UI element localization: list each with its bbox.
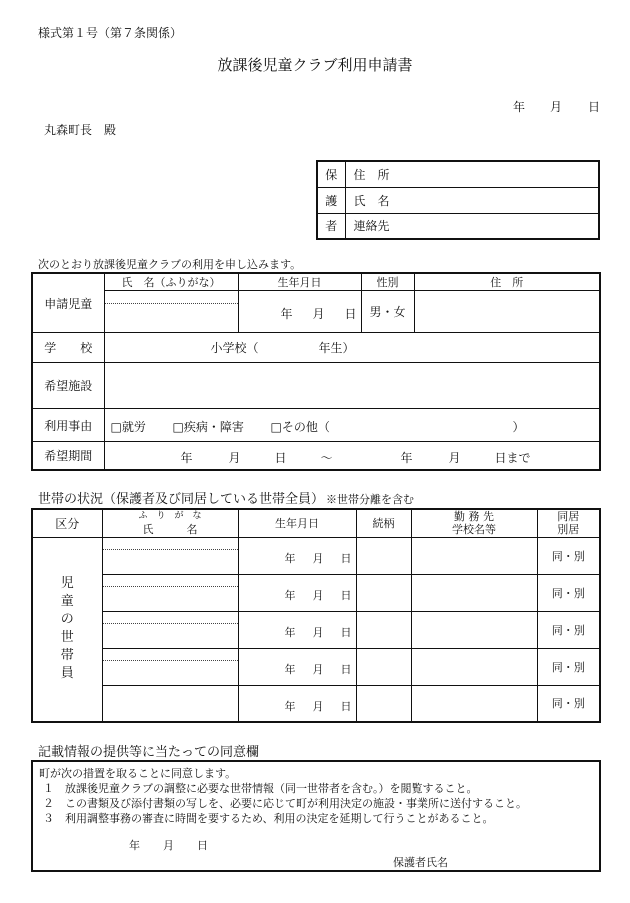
applicant-address-field[interactable]	[414, 291, 600, 333]
member-workplace-field[interactable]	[411, 537, 537, 574]
period-from-month: 月	[228, 451, 241, 465]
consent-item: ３ 利用調整事務の審査に時間を要するため、利用の決定を延期して行うことがあること。	[43, 812, 494, 825]
household-category-label	[32, 537, 102, 722]
consent-item: ２ この書類及び添付書類の写しを、必要に応じて町が利用決定の施設・事業所に送付すること。	[43, 797, 527, 810]
guardian-side-label: 護	[317, 187, 345, 213]
member-relation-field[interactable]	[356, 574, 411, 611]
page-title: 放課後児童クラブ利用申請書	[217, 56, 413, 74]
member-birth-year: 年	[284, 662, 296, 676]
school-label: 学 校	[32, 333, 104, 363]
date-month: 月	[550, 100, 563, 114]
header-relation: 続柄	[356, 509, 411, 537]
member-birth-month: 月	[312, 699, 324, 713]
member-cohab-selector[interactable]: 同・別	[537, 685, 600, 722]
reason-illness-checkbox[interactable]: □疾病・障害	[172, 420, 244, 434]
consent-heading: 記載情報の提供等に当たっての同意欄	[38, 745, 260, 760]
category-char: 員	[60, 666, 74, 682]
household-table	[31, 508, 601, 723]
consent-date-month: 月	[163, 839, 174, 852]
member-birth-month: 月	[312, 588, 324, 602]
member-cohab-selector[interactable]: 同・別	[537, 611, 600, 648]
member-birth-day: 日	[340, 662, 352, 676]
member-name-field[interactable]	[102, 611, 238, 648]
header-name: 氏 名（ふりがな）	[104, 273, 238, 291]
member-birth-field[interactable]	[238, 685, 356, 722]
member-cohab-selector[interactable]: 同・別	[537, 648, 600, 685]
member-birth-year: 年	[284, 588, 296, 602]
member-cohab-selector[interactable]: 同・別	[537, 574, 600, 611]
reason-label: 利用事由	[32, 409, 104, 442]
header-category: 区分	[32, 509, 102, 537]
member-birth-year: 年	[284, 625, 296, 639]
header-birth: 生年月日	[238, 273, 361, 291]
period-to-year: 年	[400, 451, 413, 465]
member-birth-field[interactable]	[238, 537, 356, 574]
member-birth-year: 年	[284, 551, 296, 565]
member-relation-field[interactable]	[356, 685, 411, 722]
header-address: 住 所	[414, 273, 600, 291]
category-char: 童	[60, 594, 74, 610]
header-cohabitation	[537, 509, 600, 537]
header-work-2: 学校名等	[452, 523, 496, 537]
member-birth-field[interactable]	[238, 648, 356, 685]
member-workplace-field[interactable]	[411, 574, 537, 611]
member-workplace-field[interactable]	[411, 685, 537, 722]
category-char: 帯	[60, 648, 74, 664]
member-birth-year: 年	[284, 699, 296, 713]
header-work-1: 勤 務 先	[454, 510, 494, 524]
period-field[interactable]	[104, 442, 600, 470]
member-birth-field[interactable]	[238, 611, 356, 648]
member-birth-day: 日	[340, 551, 352, 565]
guardian-name-field[interactable]: 氏 名	[345, 187, 599, 213]
facility-label: 希望施設	[32, 363, 104, 409]
birth-day: 日	[344, 307, 357, 321]
header-cohab-2: 別居	[557, 523, 580, 537]
member-birth-month: 月	[312, 662, 324, 676]
member-birth-day: 日	[340, 699, 352, 713]
member-name-field[interactable]	[102, 648, 238, 685]
member-relation-field[interactable]	[356, 537, 411, 574]
category-char: 児	[60, 576, 74, 592]
reason-work-checkbox[interactable]: □就労	[110, 420, 146, 434]
applicant-birth-field[interactable]	[238, 291, 361, 333]
category-char: 世	[60, 630, 74, 646]
member-name-field[interactable]	[102, 537, 238, 574]
member-birth-day: 日	[340, 588, 352, 602]
member-birth-day: 日	[340, 625, 352, 639]
member-workplace-field[interactable]	[411, 648, 537, 685]
period-to-day: 日まで	[494, 451, 531, 465]
signature-label: 保護者氏名	[393, 856, 448, 869]
reason-other-checkbox[interactable]: □その他（	[270, 420, 330, 434]
period-from-year: 年	[180, 451, 193, 465]
header-workplace	[411, 509, 537, 537]
addressee: 丸森町長 殿	[44, 123, 117, 137]
household-heading	[38, 488, 414, 507]
facility-field[interactable]	[104, 363, 600, 409]
birth-month: 月	[312, 307, 325, 321]
consent-date-year: 年	[129, 839, 140, 852]
date-year: 年	[513, 100, 526, 114]
period-to-month: 月	[448, 451, 461, 465]
period-from-day: 日	[274, 451, 287, 465]
consent-box	[31, 760, 601, 872]
member-workplace-field[interactable]	[411, 611, 537, 648]
applicant-label: 申請児童	[32, 273, 104, 333]
period-tilde: 〜	[320, 451, 333, 465]
application-table	[31, 272, 601, 471]
reason-field	[104, 409, 600, 442]
signature-line[interactable]	[393, 854, 593, 871]
applicant-name-field[interactable]	[104, 291, 238, 333]
guardian-side-label: 者	[317, 213, 345, 239]
consent-lead: 町が次の措置を取ることに同意します。	[39, 767, 237, 780]
member-name-field[interactable]	[102, 685, 238, 722]
household-heading-text: 世帯の状況（保護者及び同居している世帯全員）	[38, 492, 325, 507]
header-sex: 性別	[361, 273, 414, 291]
category-char: の	[60, 612, 74, 628]
header-cohab-1: 同居	[557, 510, 580, 524]
birth-year: 年	[280, 307, 293, 321]
member-relation-field[interactable]	[356, 611, 411, 648]
guardian-contact-field[interactable]: 連絡先	[345, 213, 599, 239]
reason-other-close: ）	[512, 420, 525, 434]
header-kana: ふ り が な	[138, 511, 202, 522]
member-name-field[interactable]	[102, 574, 238, 611]
guardian-box	[316, 160, 600, 240]
consent-date-day: 日	[197, 839, 208, 852]
intro-text: 次のとおり放課後児童クラブの利用を申し込みます。	[38, 258, 302, 271]
member-cohab-selector[interactable]: 同・別	[537, 537, 600, 574]
member-relation-field[interactable]	[356, 648, 411, 685]
guardian-side-label: 保	[317, 161, 345, 187]
header-birth: 生年月日	[238, 509, 356, 537]
member-birth-month: 月	[312, 625, 324, 639]
period-label: 希望期間	[32, 442, 104, 470]
sex-selector[interactable]: 男・女	[361, 291, 414, 333]
member-birth-field[interactable]	[238, 574, 356, 611]
header-person-name	[102, 509, 238, 537]
member-birth-month: 月	[312, 551, 324, 565]
consent-item: １ 放課後児童クラブの調整に必要な世帯情報（同一世帯者を含む。）を閲覧すること。	[43, 782, 478, 795]
header-name: 氏 名	[142, 523, 198, 537]
date-day: 日	[588, 100, 601, 114]
household-heading-note: ※世帯分離を含む	[326, 493, 415, 506]
guardian-address-field[interactable]: 住 所	[345, 161, 599, 187]
form-number: 様式第１号（第７条関係）	[38, 26, 183, 40]
school-field[interactable]: 小学校（ 年生）	[104, 333, 600, 363]
